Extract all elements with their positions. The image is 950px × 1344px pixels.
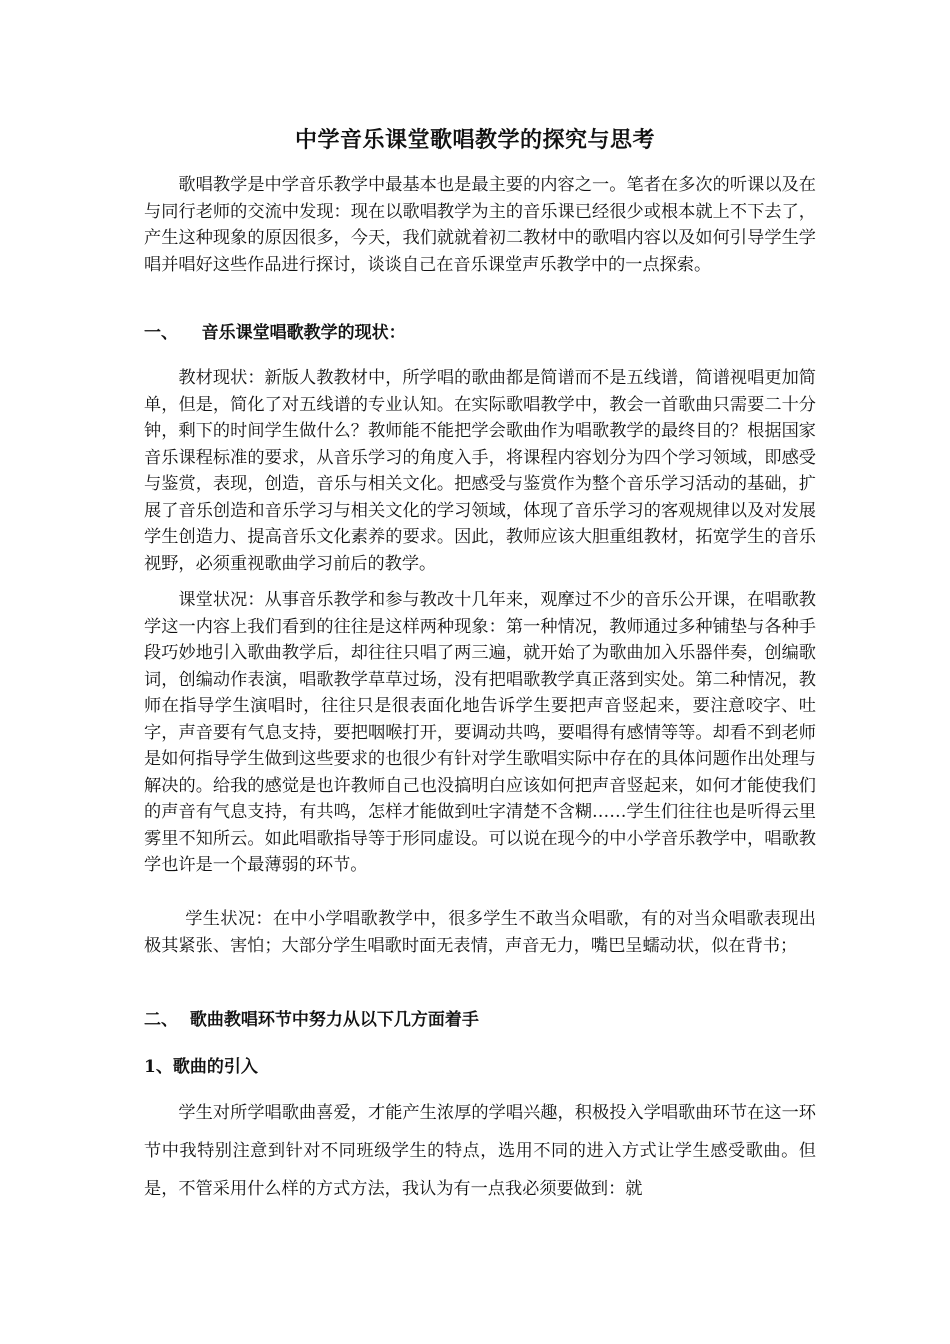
section-2-heading: 二、 歌曲教唱环节中努力从以下几方面着手 (144, 1010, 479, 1030)
intro-paragraph: 歌唱教学是中学音乐教学中最基本也是最主要的内容之一。笔者在多次的听课以及在与同行老师的交流中发现：现在以歌唱教学为主的音乐课已经很少或根本就上不下去了，产生这种现象的原因很多，今天，我们就就着初二教材中的歌唱内容以及如何引导学生学唱并唱好这些作品进行探讨，谈谈自己在音乐课堂声乐教学中的一点探索。 (144, 175, 816, 275)
subsection-1-heading: 1、歌曲的引入 (144, 1057, 258, 1077)
document-title: 中学音乐课堂歌唱教学的探究与思考 (294, 127, 655, 153)
textbook-status-paragraph: 教材现状：新版人教教材中，所学唱的歌曲都是简谱而不是五线谱，简谱视唱更加简单，但是，简化了对五线谱的专业认知。在实际歌唱教学中，教会一首歌曲只需要二十分钟，剩下的时间学生做什么？教师能不能把学会歌曲作为唱歌教学的最终目的？根据国家音乐课程标准的要求，从音乐学习的角度入手，将课程内容划分为四个学习领域，即感受与鉴赏，表现，创造，音乐与相关文化。把感受与鉴赏作为整个音乐学习活动的基础，扩展了音乐创造和音乐学习与相关文化的学习领域，体现了音乐学习的客观规律以及对发展学生创造力、提高音乐文化素养的要求。因此，教师应该大胆重组教材，拓宽学生的音乐视野，必须重视歌曲学习前后的教学。 (144, 368, 816, 574)
section-1-heading: 一、 音乐课堂唱歌教学的现状： (144, 323, 406, 343)
student-status-paragraph: 学生状况：在中小学唱歌教学中，很多学生不敢当众唱歌，有的对当众唱歌表现出极其紧张、害怕；大部分学生唱歌时面无表情，声音无力，嘴巴呈蠕动状，似在背书； (144, 909, 816, 956)
classroom-status-paragraph: 课堂状况：从事音乐教学和参与教改十几年来，观摩过不少的音乐公开课，在唱歌教学这一内容上我们看到的往往是这样两种现象：第一种情况，教师通过多种铺垫与各种手段巧妙地引入歌曲教学后，却往往只唱了两三遍，就开始了为歌曲加入乐器伴奏，创编歌词，创编动作表演，唱歌教学草草过场，没有把唱歌教学真正落到实处。第二种情况，教师在指导学生演唱时，往往只是很表面化地告诉学生要把声音竖起来，要注意咬字、吐字，声音要有气息支持，要把咽喉打开，要调动共鸣，要唱得有感情等等。却看不到老师是如何指导学生做到这些要求的也很少有针对学生歌唱实际中存在的具体问题作出处理与解决的。给我的感觉是也许教师自己也没搞明白应该如何把声音竖起来，如何才能使我们的声音有气息支持，有共鸣，怎样才能做到吐字清楚不含糊……学生们往往也是听得云里雾里不知所云。如此唱歌指导等于形同虚设。可以说在现今的中小学音乐教学中，唱歌教学也许是一个最薄弱的环节。 (144, 590, 816, 875)
song-intro-paragraph: 学生对所学唱歌曲喜爱，才能产生浓厚的学唱兴趣，积极投入学唱歌曲环节在这一环节中我特别注意到针对不同班级学生的特点，选用不同的进入方式让学生感受歌曲。但是，不管采用什么样的方式方法，我认为有一点我必须要做到：就 (144, 1103, 816, 1199)
